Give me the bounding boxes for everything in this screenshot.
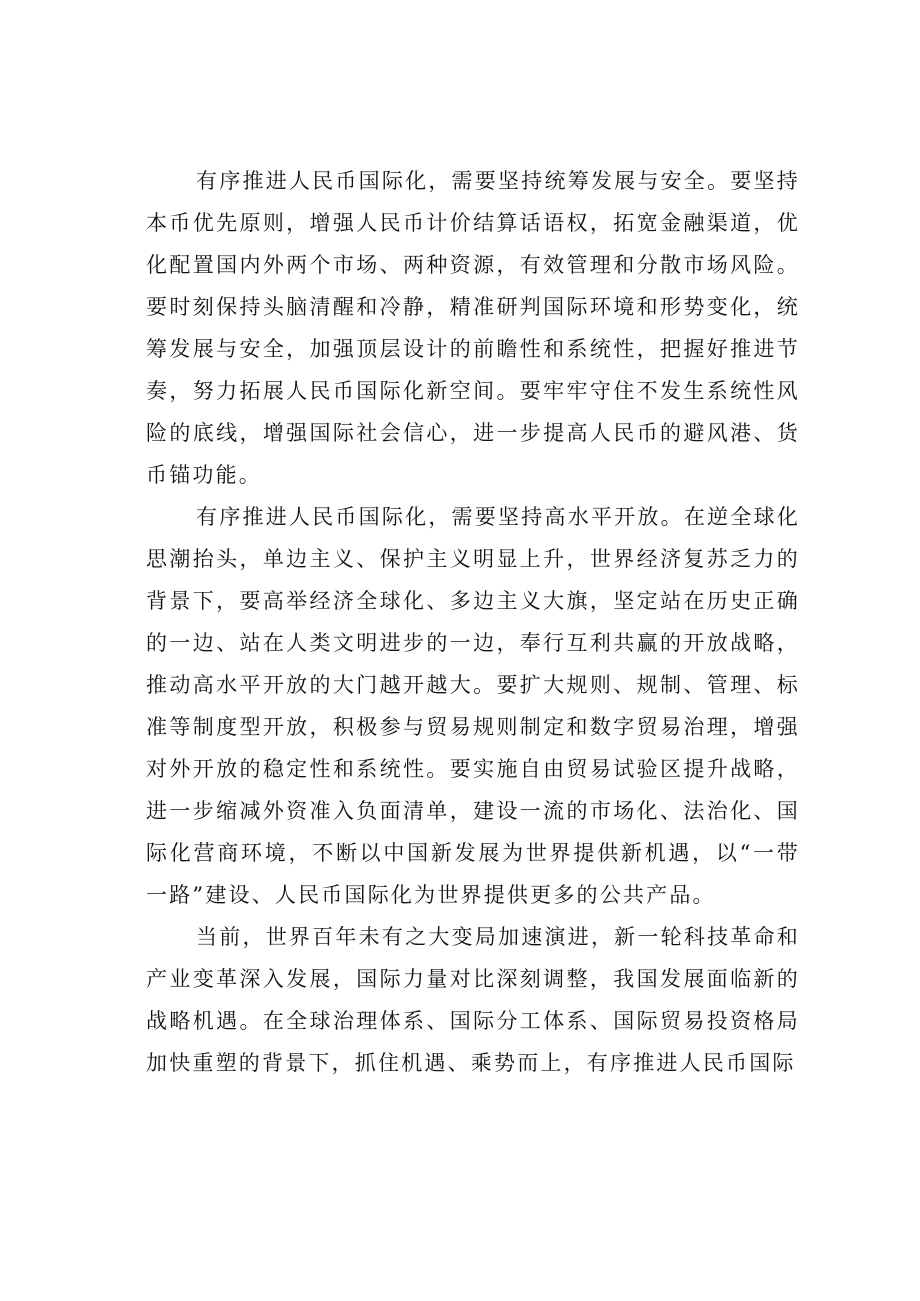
paragraph-2: 有序推进人民币国际化，需要坚持高水平开放。在逆全球化思潮抬头，单边主义、保护主义明显上升，世界经济复苏乏力的背景下，要高举经济全球化、多边主义大旗，坚定站在历史正确的一边、站在人类文明进步的一边，奉行互利共赢的开放战略，推动高水平开放的大门越开越大。要扩大规则、规制、管理、标准等制度型开放，积极参与贸易规则制定和数字贸易治理，增强对外开放的稳定性和系统性。要实施自由贸易试验区提升战略，进一步缩减外资准入负面清单，建设一流的市场化、法治化、国际化营商环境，不断以中国新发展为世界提供新机遇，以“一带一路”建设、人民币国际化为世界提供更多的公共产品。	[146, 505, 800, 907]
paragraph-1: 有序推进人民币国际化，需要坚持统筹发展与安全。要坚持本币优先原则，增强人民币计价结算话语权，拓宽金融渠道，优化配置国内外两个市场、两种资源，有效管理和分散市场风险。要时刻保持头脑清醒和冷静，精准研判国际环境和形势变化，统筹发展与安全，加强顶层设计的前瞻性和系统性，把握好推进节奏，努力拓展人民币国际化新空间。要牢牢守住不发生系统性风险的底线，增强国际社会信心，进一步提高人民币的避风港、货币锚功能。	[146, 169, 800, 487]
document-page	[146, 160, 800, 1084]
paragraph-3: 当前，世界百年未有之大变局加速演进，新一轮科技革命和产业变革深入发展，国际力量对比深刻调整，我国发展面临新的战略机遇。在全球治理体系、国际分工体系、国际贸易投资格局加快重塑的背景下，抓住机遇、乘势而上，有序推进人民币国际	[146, 925, 800, 1075]
